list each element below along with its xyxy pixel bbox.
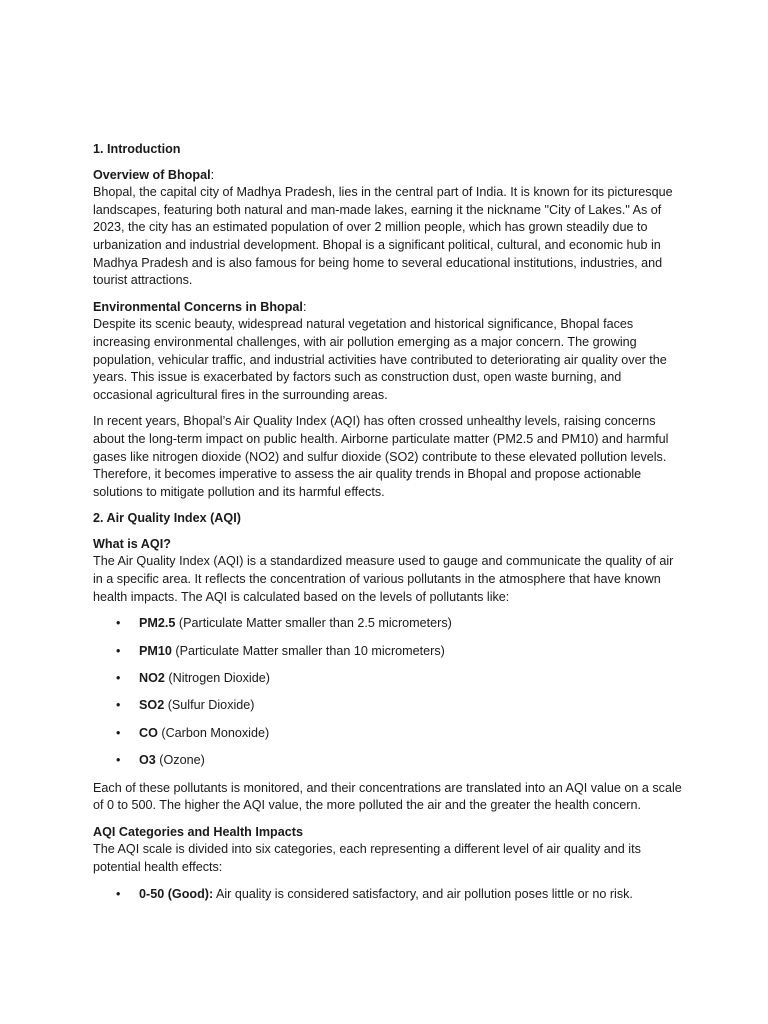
- pollutant-term: CO: [139, 725, 158, 740]
- overview-colon: :: [210, 167, 215, 182]
- categories-label: AQI Categories and Health Impacts: [93, 824, 303, 839]
- paragraph-environmental-concerns: [93, 299, 683, 405]
- pollutant-term: NO2: [139, 671, 165, 686]
- paragraph-aqi-categories: [93, 824, 683, 877]
- pollutant-term: SO2: [139, 698, 165, 713]
- what-label: What is AQI?: [93, 536, 171, 551]
- category-term: 0-50 (Good):: [139, 886, 214, 901]
- paragraph-overview: [93, 167, 683, 290]
- pollutant-desc: (Ozone): [155, 753, 205, 768]
- document-page: [93, 141, 683, 913]
- paragraph-recent-years: In recent years, Bhopal’s Air Quality Index (AQI) has often crossed unhealthy levels, raising concerns about the long-term impact on public health. Airborne particulate matter (PM2.5 and PM10) and harmful gases like nitrogen dioxide (NO2) and sulfur dioxide (SO2) contribute to these elevated pollution levels. Therefore, it becomes imperative to assess the air quality trends in Bhopal and propose actionable solutions to mitigate pollution and its harmful effects.: [93, 414, 669, 499]
- pollutant-list: [93, 615, 683, 770]
- list-item-pollutant: [93, 752, 683, 770]
- pollutant-term: PM10: [139, 643, 172, 658]
- section-heading-aqi: 2. Air Quality Index (AQI): [93, 511, 241, 526]
- env-colon: :: [302, 299, 307, 314]
- category-desc: Air quality is considered satisfactory, and air pollution poses little or no risk.: [213, 886, 633, 901]
- list-item-pollutant: [93, 697, 683, 715]
- pollutant-desc: (Particulate Matter smaller than 2.5 micrometers): [175, 616, 452, 631]
- what-text: The Air Quality Index (AQI) is a standardized measure used to gauge and communicate the quality of air in a specific area. It reflects the concentration of various pollutants in the atmosphere that have known health impacts. The AQI is calculated based on the levels of pollutants like:: [93, 554, 674, 604]
- pollutant-desc: (Particulate Matter smaller than 10 micrometers): [171, 643, 445, 658]
- paragraph-aqi-scale: Each of these pollutants is monitored, and their concentrations are translated into an AQI value on a scale of 0 to 500. The higher the AQI value, the more polluted the air and the greater the health concern.: [93, 780, 682, 813]
- list-item-pollutant: [93, 643, 683, 661]
- pollutant-term: O3: [139, 753, 156, 768]
- categories-text: The AQI scale is divided into six categories, each representing a different level of air quality and its potential health effects:: [93, 842, 641, 874]
- pollutant-term: PM2.5: [139, 616, 176, 631]
- paragraph-what-is-aqi: [93, 536, 683, 606]
- pollutant-desc: (Sulfur Dioxide): [164, 698, 255, 713]
- list-item-category: [93, 886, 683, 904]
- env-label: Environmental Concerns in Bhopal: [93, 299, 303, 314]
- env-text: Despite its scenic beauty, widespread natural vegetation and historical significance, Bhopal faces increasing environmental challenges, with air pollution emerging as a major concern. The growing population, vehicular traffic, and industrial activities have contributed to deteriorating air quality over the years. This issue is exacerbated by factors such as construction dust, open waste burning, and occasional agricultural fires in the surrounding areas.: [93, 317, 667, 402]
- overview-text: Bhopal, the capital city of Madhya Pradesh, lies in the central part of India. It is known for its picturesque landscapes, featuring both natural and man-made lakes, earning it the nickname "City of Lakes." As of 2023, the city has an estimated population of over 2 million people, which has grown steadily due to urbanization and industrial development. Bhopal is a significant political, cultural, and economic hub in Madhya Pradesh and is also famous for being home to several educational institutions, industries, and tourist attractions.: [93, 185, 673, 288]
- overview-label: Overview of Bhopal: [93, 167, 211, 182]
- section-heading-introduction: 1. Introduction: [93, 142, 181, 156]
- pollutant-desc: (Nitrogen Dioxide): [164, 671, 270, 686]
- category-list: [93, 886, 683, 904]
- list-item-pollutant: [93, 670, 683, 688]
- pollutant-desc: (Carbon Monoxide): [157, 725, 270, 740]
- list-item-pollutant: [93, 615, 683, 633]
- list-item-pollutant: [93, 725, 683, 743]
